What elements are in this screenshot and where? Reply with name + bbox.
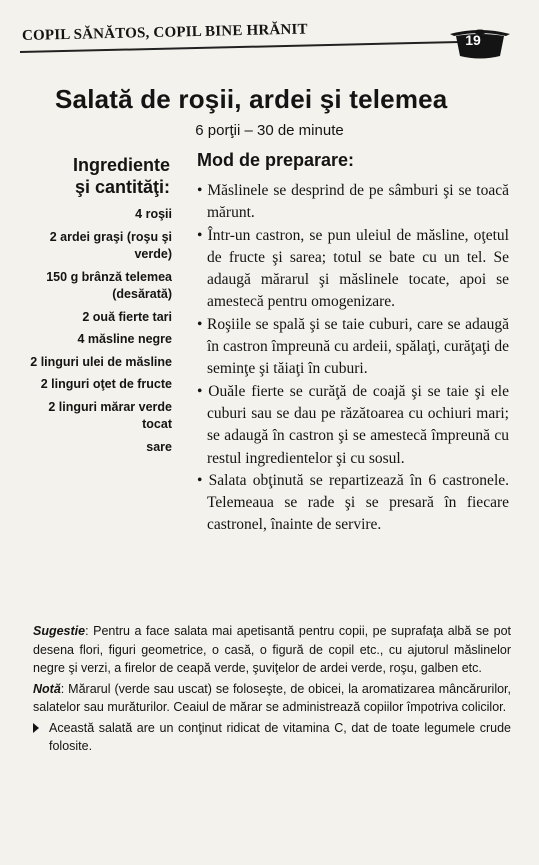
method-step: • Măslinele se desprind de pe sâmburi şi se toacă mărunt. [197, 182, 509, 222]
ingredient-item: 150 g brânză telemea (desărată) [46, 269, 172, 301]
method-step: • Într-un castron, se pun uleiul de măsline, oţetul de fructe şi sarea; totul se bate cu un tel. Se adaugă mărarul şi măslinele tocate, apoi se amestecă pentru omogenizare. [197, 226, 509, 311]
method-step: • Roşiile se spală şi se taie cuburi, care se adaugă în castron împreună cu ardeii, spălaţi, curăţaţi de seminţe şi tăiaţi în cuburi. [197, 315, 509, 378]
method-steps [197, 180, 509, 537]
suggestion-text: : Pentru a face salata mai apetisantă pentru copii, pe suprafaţa albă se pot desena flori, figuri geometrice, o casă, o figură de copil etc., cu ajutorul măslinelor negre şi verzi, a firelor de ceapă verde, şuviţelor de ardei verde, roşu, galben etc. [33, 624, 511, 675]
page-number: 19 [465, 32, 481, 48]
ingredient-item: 4 măsline negre [77, 332, 172, 346]
ingredients-heading [40, 154, 170, 198]
notes-section [33, 622, 511, 758]
ingredient-item: 4 roşii [135, 207, 172, 221]
method-step: • Salata obţinută se repartizează în 6 castronele. Telemeaua se rade şi se presară în fiecare castronel, înainte de servire. [197, 471, 509, 534]
method-heading: Mod de preparare: [197, 150, 355, 170]
ingredient-item: 2 linguri oţet de fructe [40, 377, 172, 391]
ingredient-item: 2 ouă fierte tari [82, 309, 172, 324]
ingredients-heading-line1: Ingrediente [72, 155, 170, 175]
method-step: • Ouăle fierte se curăţă de coajă şi se taie şi ele cuburi sau se dau pe răzătoarea cu ochiuri mari; se adaugă în castron şi se amestecă împreună cu restul ingredientelor şi cu sosul. [197, 382, 509, 467]
note-text: : Mărarul (verde sau uscat) se foloseşte, de obicei, la aromatizarea mâncărurilor, salatelor sau murăturilor. Ceaiul de mărar se administrează copiilor împotriva colicilor. [33, 681, 511, 714]
vitamin-text: Această salată are un conţinut ridicat de vitamina C, dat de toate legumele crude folosite. [49, 720, 511, 753]
suggestion-label: Sugestie [33, 624, 86, 638]
recipe-title: Salată de roşii, ardei şi telemea [55, 84, 448, 114]
running-header-title: COPIL SĂNĂTOS, COPIL BINE HRĂNIT [21, 21, 308, 44]
ingredient-item: 2 ardei graşi (roşu şi verde) [49, 229, 172, 261]
recipe-subtitle: 6 porţii – 30 de minute [195, 122, 344, 139]
vitamin-note [33, 719, 511, 756]
triangle-bullet-icon [33, 723, 39, 733]
ingredient-item: sare [146, 439, 172, 454]
info-note [33, 680, 511, 717]
suggestion-note [33, 622, 511, 678]
ingredient-item: 2 linguri mărar verde tocat [48, 399, 172, 431]
ingredients-heading-line2: şi cantităţi: [74, 177, 170, 197]
ingredient-item: 2 linguri ulei de măsline [30, 354, 172, 369]
ingredients-list [30, 206, 172, 461]
note-label: Notă [33, 681, 61, 696]
